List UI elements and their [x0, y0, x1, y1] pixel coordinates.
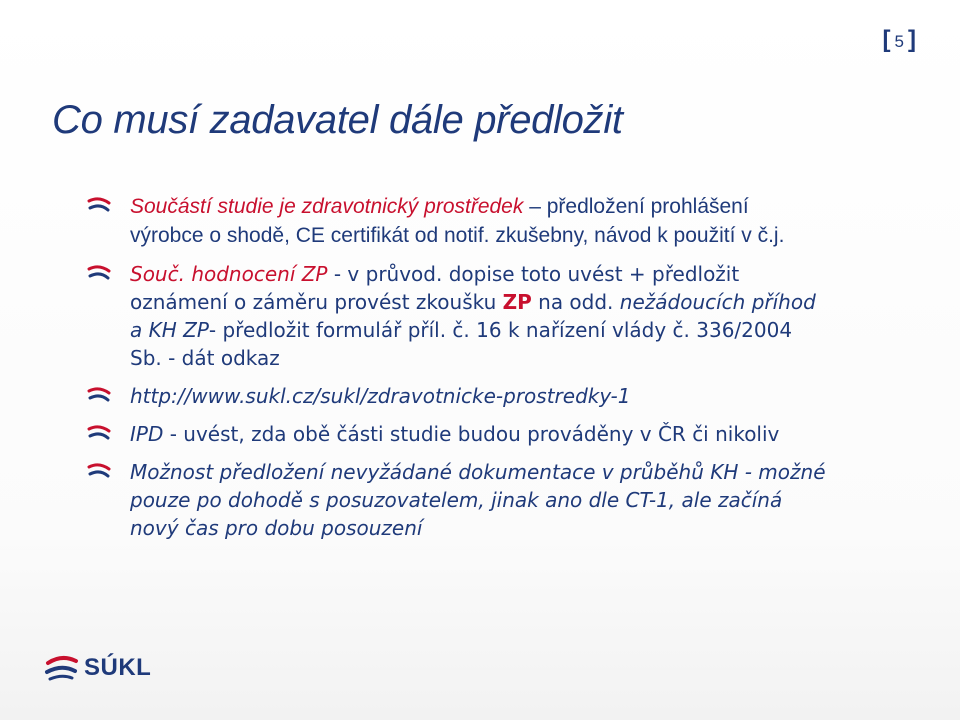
swoosh-bullet-icon — [86, 385, 112, 405]
bullet-item-evaluation — [86, 260, 826, 372]
swoosh-bullet-icon — [86, 423, 112, 443]
bullet-2-part-1: Souč. hodnocení ZP — [130, 262, 328, 286]
bullet-list — [86, 192, 826, 552]
bullet-2-part-6: - předložit formulář příl. č. 16 k nařízení vlády č. 336/2004 Sb. - dát odkaz — [130, 318, 793, 370]
page-number-value: 5 — [894, 32, 904, 51]
swoosh-bullet-icon — [86, 195, 112, 215]
bullet-2-part-3: ZP — [502, 290, 532, 314]
slide-title: Co musí zadavatel dále předložit — [52, 98, 623, 142]
bullet-item-link — [86, 382, 826, 410]
sukl-link[interactable]: http://www.sukl.cz/sukl/zdravotnicke-prostredky-1 — [130, 384, 631, 408]
bullet-1-text: – předložení prohlášení výrobce o shodě, CE certifikát od notif. zkušebny, návod k použití v č.j. — [130, 195, 785, 247]
bullet-1-emphasis: Součástí studie je zdravotnický prostředek — [130, 195, 524, 218]
bullet-4-part-1: IPD — [130, 422, 164, 446]
bullet-item-medical-device — [86, 192, 826, 250]
bullet-2-part-2: - v průvod. dopise toto uvést + předložit oznámení o záměru provést zkoušku — [130, 262, 740, 314]
sukl-logo-icon — [42, 654, 80, 682]
bullet-2-part-5: nežádoucích příhod a KH ZP — [130, 290, 816, 342]
logo-text: SÚKL — [84, 654, 152, 681]
swoosh-bullet-icon — [86, 461, 112, 481]
bullet-item-documentation — [86, 458, 826, 542]
bullet-item-ipd — [86, 420, 826, 448]
page-number: [ 5 ] — [882, 26, 916, 53]
sukl-logo — [42, 654, 151, 682]
swoosh-bullet-icon — [86, 263, 112, 283]
bullet-2-part-4: na odd. — [531, 290, 620, 314]
bullet-4-part-2: - uvést, zda obě části studie budou prováděny v ČR či nikoliv — [163, 422, 780, 446]
bullet-5-text: Možnost předložení nevyžádané dokumentace v průběhů KH - možné pouze po dohodě s posuzovatelem, jinak ano dle CT-1, ale začíná nový čas pro dobu posouzení — [130, 460, 826, 540]
